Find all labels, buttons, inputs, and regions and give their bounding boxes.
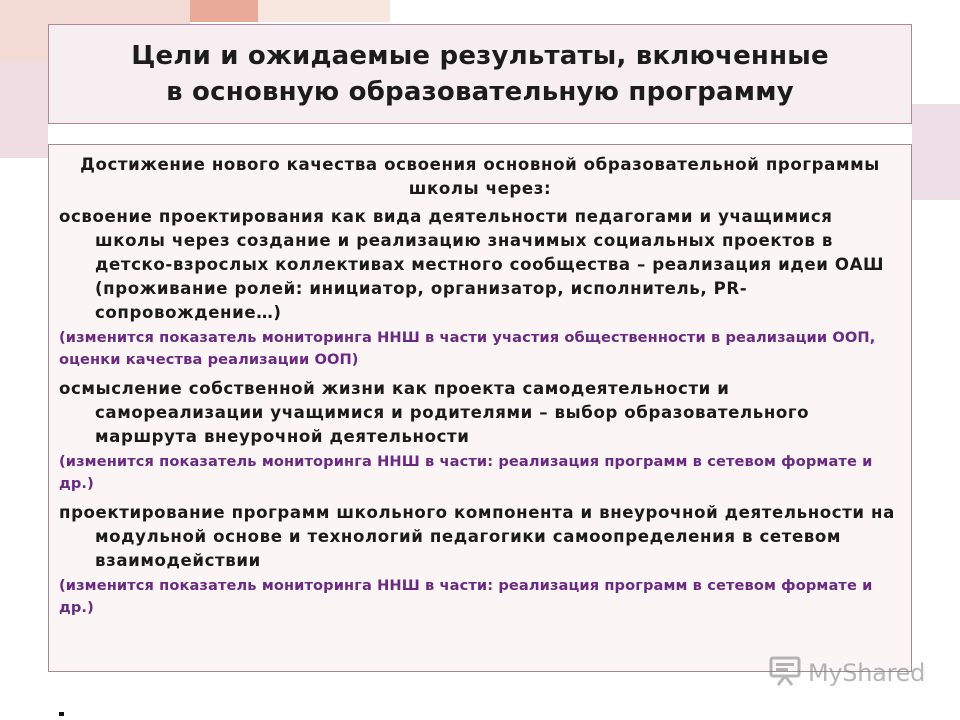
dot-mark [59,712,64,716]
watermark [768,656,925,690]
goal-item-1: освоение проектирования как вида деятельности педагогами и учащимися школы через создание и реализацию значимых социальных проектов в детско-взрослых коллективах местного сообщества – реализация идеи ОАШ (проживание ролей: инициатор, организатор, исполнитель, PR-сопровождение…) [59,207,885,322]
title-line-2: в основную образовательную программу [166,77,794,107]
presentation-board-icon [768,654,802,692]
watermark-text: MyShared [808,659,926,687]
content-box [48,144,912,672]
slide-title [131,38,829,110]
decor-block [258,0,390,22]
decor-block [190,0,258,22]
title-box [48,24,912,124]
goal-note-1: (изменится показатель мониторинга ННШ в части участия общественности в реализации ООП, оценки качества реализации ООП) [59,329,876,368]
title-line-1: Цели и ожидаемые результаты, включенные [131,41,829,71]
goal-note-2: (изменится показатель мониторинга ННШ в части: реализация программ в сетевом формате и др.) [59,453,873,492]
goal-item-2: осмысление собственной жизни как проекта самодеятельности и самореализации учащимися и родителями – выбор образовательного маршрута внеурочной деятельности [59,379,810,446]
intro-text: Достижение нового качества освоения основной образовательной программы школы через: [80,155,880,198]
decor-block [912,104,960,200]
goal-note-3: (изменится показатель мониторинга ННШ в части: реализация программ в сетевом формате и др.) [59,577,873,616]
goal-item-3: проектирование программ школьного компонента и внеурочной деятельности на модульной основе и технологий педагогики самоопределения в сетевом взаимодействии [59,503,895,570]
decor-block [0,62,48,158]
